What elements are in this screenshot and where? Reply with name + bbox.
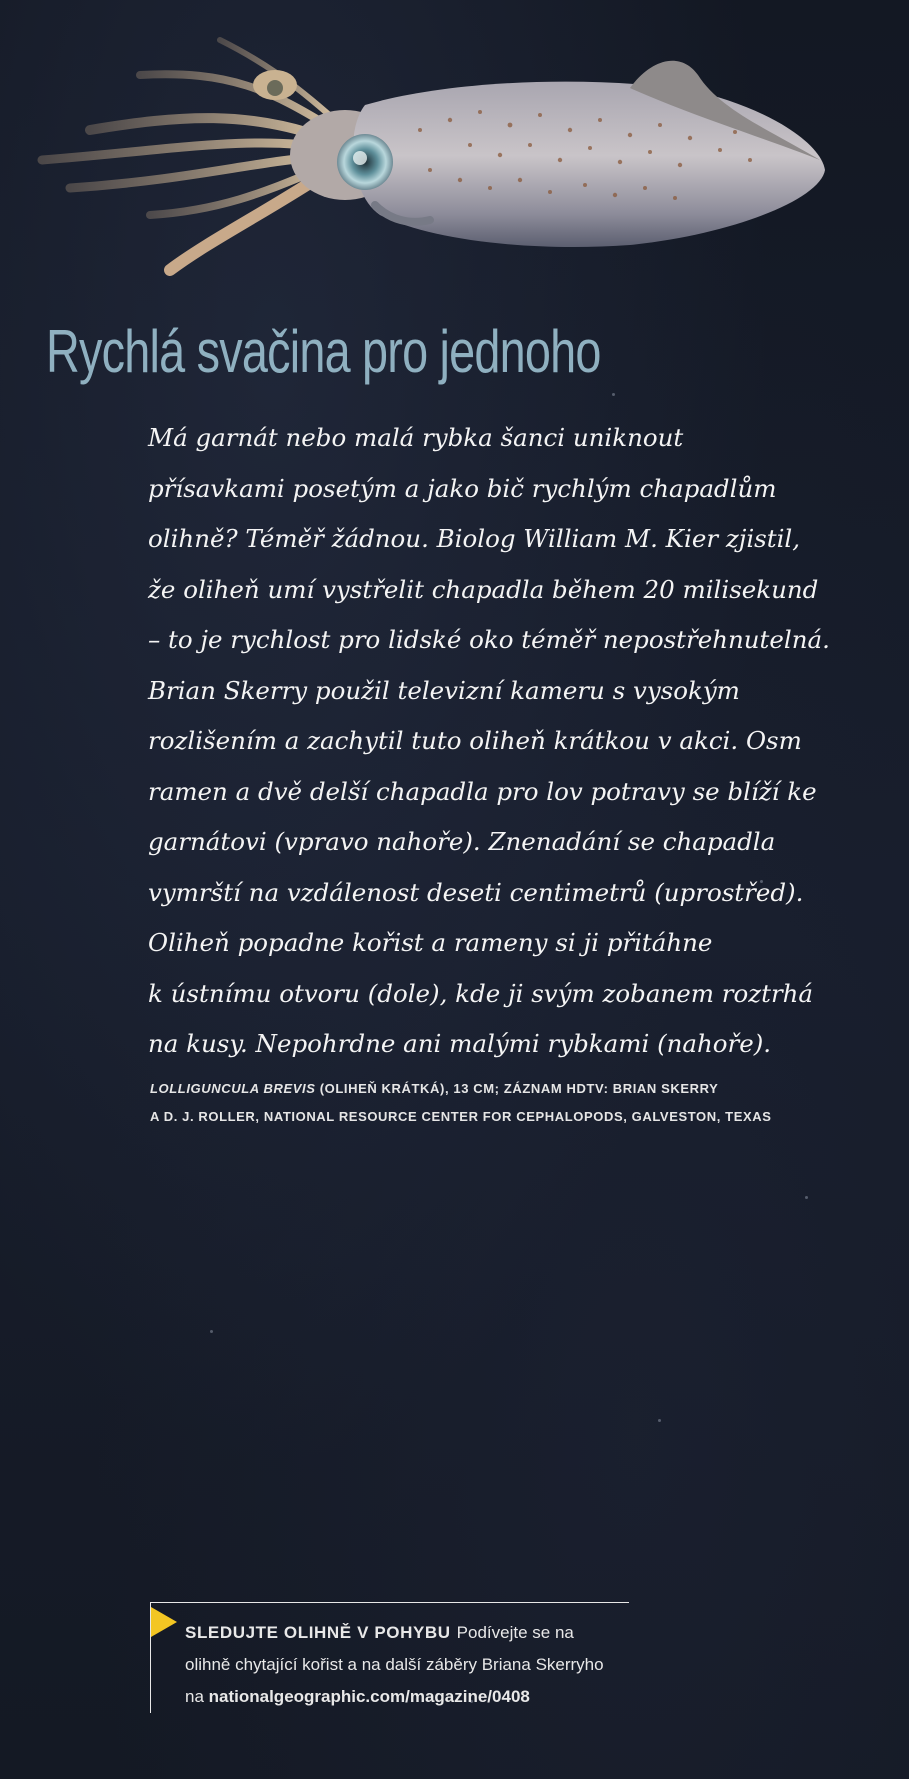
body-line: přísavkami posetým a jako bič rychlým chapadlům xyxy=(148,473,777,503)
credit-line-1-rest: (OLIHEŇ KRÁTKÁ), 13 CM; ZÁZNAM HDTV: BRIAN SKERRY xyxy=(315,1081,719,1096)
body-line: – to je rychlost pro lidské oko téměř nepostřehnutelná. xyxy=(148,625,830,654)
body-line: na kusy. Nepohrdne ani malými rybkami (nahoře). xyxy=(148,1029,772,1058)
arrow-marker-icon xyxy=(151,1607,177,1637)
promo-text-1: Podívejte se na xyxy=(456,1623,574,1642)
promo-text-3: na xyxy=(185,1687,209,1706)
promo-url-link[interactable]: nationalgeographic.com/magazine/0408 xyxy=(208,1687,530,1706)
promo-heading: SLEDUJTE OLIHNĚ V POHYBU xyxy=(185,1623,451,1642)
photo-credit xyxy=(150,1075,810,1131)
body-line: že oliheň umí vystřelit chapadla během 20 milisekund xyxy=(148,574,819,604)
species-name: LOLLIGUNCULA BREVIS xyxy=(150,1081,316,1096)
body-line: k ústnímu otvoru (dole), kde ji svým zobanem roztrhá xyxy=(148,978,814,1008)
body-line: ramen a dvě delší chapadla pro lov potravy se blíží ke xyxy=(148,776,817,806)
body-line: olihně? Téměř žádnou. Biolog William M. Kier zjistil, xyxy=(148,524,801,553)
body-line: garnátovi (vpravo nahoře). Znenadání se chapadla xyxy=(148,827,776,856)
body-line: Oliheň popadne kořist a rameny si ji přitáhne xyxy=(148,928,713,957)
body-line: vymrští na vzdálenost deseti centimetrů (uprostřed). xyxy=(148,877,804,907)
promo-box xyxy=(150,1602,629,1713)
article-title: Rychlá svačina pro jednoho xyxy=(46,318,601,385)
body-line: Má garnát nebo malá rybka šanci uniknout xyxy=(148,423,684,452)
body-line: rozlišením a zachytil tuto oliheň krátkou v akci. Osm xyxy=(148,726,802,755)
credit-line-2: A D. J. ROLLER, NATIONAL RESOURCE CENTER FOR CEPHALOPODS, GALVESTON, TEXAS xyxy=(150,1109,772,1124)
body-line: Brian Skerry použil televizní kameru s vysokým xyxy=(148,675,740,705)
promo-text xyxy=(185,1617,625,1713)
credit-line-1 xyxy=(150,1075,810,1103)
promo-text-2: olihně chytající kořist a na další záběry Briana Skerryho xyxy=(185,1655,604,1674)
article-body xyxy=(148,413,828,1070)
squid-photo xyxy=(30,20,840,320)
